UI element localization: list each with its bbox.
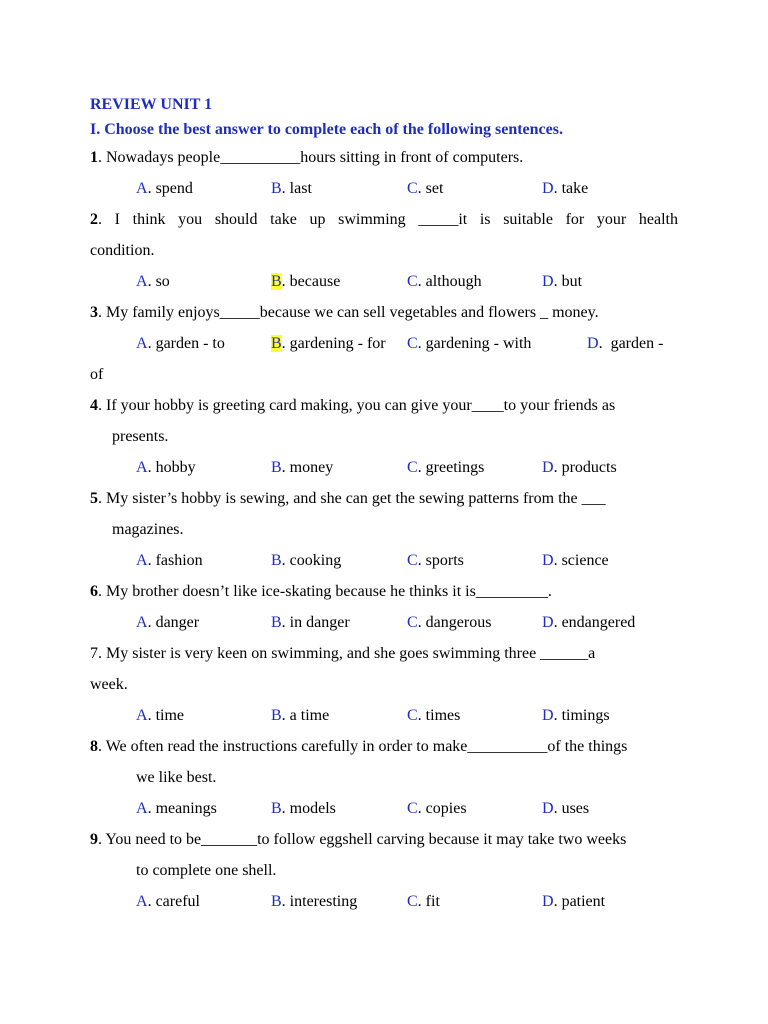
question-9-continued: to complete one shell. [136,862,277,879]
question-8 [90,731,678,762]
question-text: . My family enjoys_____because we can sell vegetables and flowers _ money. [98,304,599,321]
option-c[interactable]: C. sports [407,552,464,569]
option-d[interactable]: D. uses [542,800,590,817]
options-9 [90,886,678,917]
question-6 [90,576,678,607]
question-3 [90,297,678,328]
question-text: . Nowadays people__________hours sitting in front of computers. [98,149,524,166]
question-4-continued: presents. [112,428,169,445]
option-a[interactable]: A. spend [136,180,193,197]
question-number: 5 [90,490,98,507]
question-text: . My sister’s hobby is sewing, and she can get the sewing patterns from the ___ [98,490,606,507]
options-7 [90,700,678,731]
option-c[interactable]: C. although [407,273,482,290]
option-d[interactable]: D. products [542,459,617,476]
option-c[interactable]: C. set [407,180,444,197]
highlighted-answer: B [271,273,282,290]
question-number: 7 [90,645,98,662]
option-d[interactable]: D. garden - [587,335,664,352]
section-heading: I. Choose the best answer to complete each of the following sentences. [90,121,563,138]
option-a[interactable]: A. garden - to [136,335,225,352]
option-d-continued: of [90,366,104,383]
option-c[interactable]: C. gardening - with [407,335,532,352]
question-7-continued: week. [90,676,128,693]
question-number: 9 [90,831,98,848]
options-8 [90,793,678,824]
option-d[interactable]: D. but [542,273,583,290]
option-d[interactable]: D. endangered [542,614,636,631]
option-a[interactable]: A. danger [136,614,200,631]
question-text: . If your hobby is greeting card making, you can give your____to your friends as [98,397,616,414]
worksheet [90,92,678,917]
option-d[interactable]: D. patient [542,893,606,910]
question-text: . My brother doesn’t like ice-skating because he thinks it is_________. [98,583,552,600]
option-b[interactable]: B. in danger [271,614,350,631]
question-number: 4 [90,397,98,414]
option-b[interactable]: B. a time [271,707,330,724]
options-2 [90,266,678,297]
question-number: 3 [90,304,98,321]
option-c[interactable]: C. fit [407,893,440,910]
option-c[interactable]: C. greetings [407,459,485,476]
option-a[interactable]: A. so [136,273,170,290]
option-b[interactable]: B. money [271,459,334,476]
option-d[interactable]: D. timings [542,707,610,724]
question-number: 2 [90,211,98,228]
question-4 [90,390,678,421]
option-b[interactable]: B. interesting [271,893,358,910]
option-b[interactable]: B. because [271,273,341,290]
question-2-continued: condition. [90,242,155,259]
option-a[interactable]: A. hobby [136,459,196,476]
option-a[interactable]: A. meanings [136,800,217,817]
question-5 [90,483,678,514]
question-7 [90,638,678,669]
question-8-continued: we like best. [136,769,217,786]
question-9 [90,824,678,855]
option-b[interactable]: B. gardening - for [271,335,386,352]
highlighted-answer: B [271,335,282,352]
options-3 [90,328,678,359]
question-1 [90,142,678,173]
question-number: 1 [90,149,98,166]
option-c[interactable]: C. times [407,707,461,724]
option-d[interactable]: D. science [542,552,609,569]
options-6 [90,607,678,638]
option-b[interactable]: B. cooking [271,552,342,569]
options-5 [90,545,678,576]
option-b[interactable]: B. last [271,180,312,197]
option-a[interactable]: A. fashion [136,552,203,569]
option-a[interactable]: A. careful [136,893,200,910]
question-number: 8 [90,738,98,755]
question-text: . You need to be_______to follow eggshell carving because it may take two weeks [98,831,627,848]
question-5-continued: magazines. [112,521,184,538]
question-text: . We often read the instructions carefully in order to make__________of the things [98,738,628,755]
option-c[interactable]: C. dangerous [407,614,492,631]
question-2 [90,204,678,235]
page-title: REVIEW UNIT 1 [90,96,213,113]
option-d[interactable]: D. take [542,180,589,197]
options-1 [90,173,678,204]
option-c[interactable]: C. copies [407,800,467,817]
option-a[interactable]: A. time [136,707,184,724]
question-text: . I think you should take up swimming _____it is suitable for your health [98,211,678,228]
options-4 [90,452,678,483]
question-number: 6 [90,583,98,600]
option-b[interactable]: B. models [271,800,336,817]
question-text: . My sister is very keen on swimming, and she goes swimming three ______a [98,645,596,662]
